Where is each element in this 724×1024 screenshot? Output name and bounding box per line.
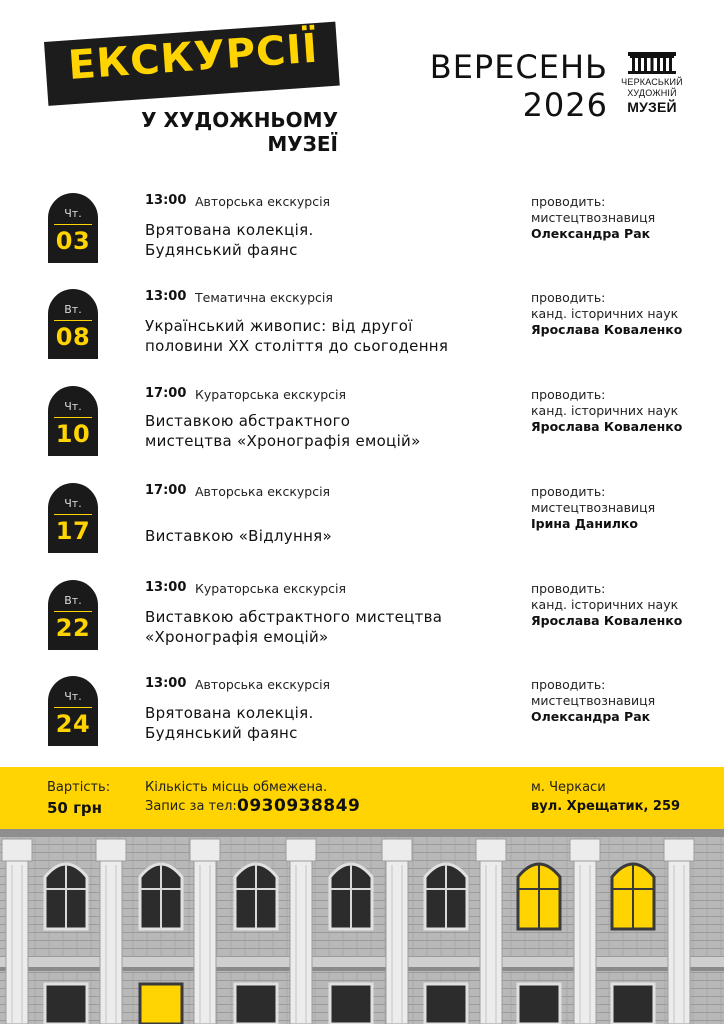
guide-label: проводить: [531,581,606,596]
event-time: 13:00 [145,289,187,304]
date-badge [48,676,98,746]
event-item [0,483,724,579]
weekday-label: Вт. [64,594,82,607]
weekday-label: Чт. [64,400,82,413]
guide-name: Олександра Рак [531,709,651,724]
event-guide [531,677,721,725]
guide-role: мистецтвознавиця [531,693,656,708]
phone-link[interactable]: 0930938849 [237,796,361,816]
date-divider [54,707,92,708]
weekday-label: Вт. [64,303,82,316]
places-note: Кількість місць обмежена. [145,780,328,795]
event-time: 13:00 [145,580,187,595]
date-badge [48,483,98,553]
event-title [145,526,515,546]
event-title-line-2: «Хронографія емоцій» [145,628,329,646]
guide-role: канд. історичних наук [531,306,679,321]
guide-role: канд. історичних наук [531,597,679,612]
address-label: вул. Хрещатик, 259 [531,799,681,814]
logo-line-1: ЧЕРКАСЬКИЙ [621,77,683,87]
weekday-label: Чт. [64,497,82,510]
guide-name: Ярослава Коваленко [531,613,683,628]
guide-role: мистецтвознавиця [531,210,656,225]
event-item [0,580,724,676]
event-guide [531,387,721,435]
date-divider [54,320,92,321]
guide-label: проводить: [531,194,606,209]
event-type: Кураторська екскурсія [195,387,347,402]
event-type: Авторська екскурсія [195,194,331,209]
info-strip [0,767,724,829]
event-title-line-1: Виставкою абстрактного [145,412,351,430]
city-label: м. Черкаси [531,780,606,795]
logo-line-3: МУЗЕЙ [627,99,677,115]
logo-line-2: ХУДОЖНІЙ [627,88,677,98]
guide-role: мистецтвознавиця [531,500,656,515]
event-title-line-2: половини ХХ століття до сьогодення [145,337,449,355]
event-guide [531,484,721,532]
event-title [145,607,515,647]
event-time: 13:00 [145,193,187,208]
weekday-label: Чт. [64,207,82,220]
month-label: ВЕРЕСЕНЬ [429,48,608,86]
page-subtitle [80,108,338,156]
guide-label: проводить: [531,290,606,305]
event-title-line-1: Врятована колекція. [145,221,314,239]
day-number: 03 [55,227,91,255]
guide-label: проводить: [531,484,606,499]
event-title-line-2: Будянський фаянс [145,724,298,742]
guide-name: Ярослава Коваленко [531,322,683,337]
event-item [0,386,724,482]
event-item [0,289,724,385]
day-number: 08 [55,323,91,351]
date-badge [48,193,98,263]
museum-logo [620,52,684,124]
event-title-line-1: Врятована колекція. [145,704,314,722]
event-time: 17:00 [145,483,187,498]
event-title-line-2: Будянський фаянс [145,241,298,259]
event-type: Авторська екскурсія [195,677,331,692]
event-guide [531,194,721,242]
event-title [145,220,515,260]
event-title [145,316,515,356]
event-title-line-2: мистецтва «Хронографія емоцій» [145,432,421,450]
month-year [380,48,608,124]
event-title [145,411,515,451]
year-label: 2026 [522,86,608,124]
event-title-line-1: Виставкою абстрактного мистецтва [145,608,443,626]
event-title [145,703,515,743]
page-title: ЕКСКУРСІЇ [66,25,320,89]
price-label: Вартість: [47,780,111,795]
event-type: Авторська екскурсія [195,484,331,499]
day-number: 22 [55,614,91,642]
date-divider [54,611,92,612]
date-divider [54,514,92,515]
day-number: 10 [55,420,91,448]
event-time: 17:00 [145,386,187,401]
event-item [0,193,724,289]
date-badge [48,289,98,359]
museum-facade-image [0,829,724,1024]
weekday-label: Чт. [64,690,82,703]
day-number: 24 [55,710,91,738]
museum-building-icon [628,52,676,74]
event-title-line-1: Виставкою «Відлуння» [145,527,332,545]
event-guide [531,581,721,629]
event-time: 13:00 [145,676,187,691]
date-divider [54,224,92,225]
event-type: Тематична екскурсія [195,290,333,305]
event-title-line-1: Український живопис: від другої [145,317,413,335]
guide-label: проводить: [531,387,606,402]
booking-label: Запис за тел: [145,799,237,814]
guide-name: Олександра Рак [531,226,651,241]
date-badge [48,386,98,456]
subtitle-line-2: МУЗЕЇ [267,132,338,156]
guide-name: Ірина Данилко [531,516,638,531]
event-item [0,676,724,772]
guide-role: канд. історичних наук [531,403,679,418]
event-guide [531,290,721,338]
date-badge [48,580,98,650]
guide-name: Ярослава Коваленко [531,419,683,434]
day-number: 17 [55,517,91,545]
event-type: Кураторська екскурсія [195,581,347,596]
guide-label: проводить: [531,677,606,692]
date-divider [54,417,92,418]
price-value: 50 грн [47,799,103,817]
subtitle-line-1: У ХУДОЖНЬОМУ [141,108,338,132]
